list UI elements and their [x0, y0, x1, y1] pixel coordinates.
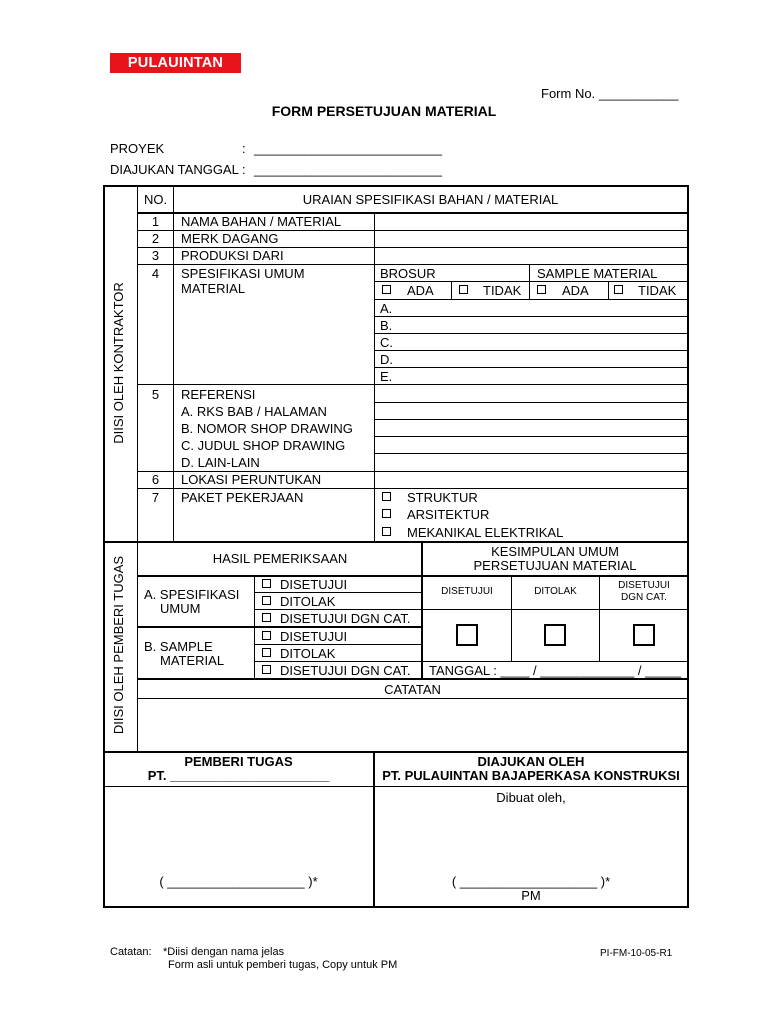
proyek-separator: :	[242, 141, 246, 156]
kesimpulan-dgncat-box[interactable]	[633, 624, 655, 646]
brosur-tidak-label: TIDAK	[483, 283, 522, 298]
row-7-label: PAKET PEKERJAAN	[181, 490, 304, 505]
row-1-no: 1	[151, 214, 160, 229]
sample-disetujui-checkbox[interactable]	[262, 631, 271, 640]
contractor-side-label: DIISI OLEH KONTRAKTOR	[111, 282, 126, 444]
row-4-no: 4	[151, 266, 160, 281]
sample-ada-label: ADA	[562, 283, 589, 298]
row-6-label: LOKASI PERUNTUKAN	[181, 472, 322, 487]
brosur-tidak-checkbox[interactable]	[459, 285, 468, 294]
pemberi-tugas-pt[interactable]: PT. ______________________	[147, 768, 330, 783]
hasil-pemeriksaan-header: HASIL PEMERIKSAAN	[212, 551, 348, 566]
kesimpulan-ditolak-box[interactable]	[544, 624, 566, 646]
sample-dgncat-label: DISETUJUI DGN CAT.	[280, 663, 411, 678]
kesimpulan-header-1: KESIMPULAN UMUM	[491, 544, 619, 559]
row-4-cut-text: MATERIAL	[181, 281, 246, 296]
referensi-item-c: C. JUDUL SHOP DRAWING	[181, 438, 346, 453]
brosur-ada-label: ADA	[407, 283, 434, 298]
sample-label-1: B. SAMPLE	[144, 639, 213, 654]
brosur-header: BROSUR	[380, 266, 436, 281]
kesimpulan-header-2: PERSETUJUAN MATERIAL	[473, 558, 637, 573]
pm-label: PM	[521, 888, 541, 903]
footer-note-1: *Diisi dengan nama jelas	[163, 946, 285, 958]
diajukan-tanggal-label: DIAJUKAN TANGGAL :	[110, 162, 246, 177]
spec-disetujui-checkbox[interactable]	[262, 579, 271, 588]
col-ditolak: DITOLAK	[534, 586, 577, 597]
brosur-ada-checkbox[interactable]	[382, 285, 391, 294]
referensi-item-a: A. RKS BAB / HALAMAN	[181, 404, 327, 419]
form-code: PI-FM-10-05-R1	[600, 948, 673, 959]
row-3-no: 3	[151, 248, 160, 263]
row-4-label: SPESIFIKASI UMUM	[181, 266, 305, 281]
col-dgncat-2: DGN CAT.	[621, 592, 667, 603]
paket-arsitektur-label: ARSITEKTUR	[407, 507, 490, 522]
footer-note-2: Form asli untuk pemberi tugas, Copy untuk PM	[168, 959, 398, 971]
form-title: FORM PERSETUJUAN MATERIAL	[271, 103, 497, 119]
col-no-header: NO.	[143, 192, 168, 207]
company-logo: PULAUINTAN	[110, 53, 241, 73]
contractor-company: PT. PULAUINTAN BAJAPERKASA KONSTRUKSI	[382, 768, 680, 783]
row-6-no: 6	[151, 472, 160, 487]
paket-mekanikal-label: MEKANIKAL ELEKTRIKAL	[407, 525, 564, 540]
reviewer-side-label: DIISI OLEH PEMBERI TUGAS	[111, 555, 126, 735]
spec-dgncat-label: DISETUJUI DGN CAT.	[280, 611, 411, 626]
pemberi-tugas-title: PEMBERI TUGAS	[184, 754, 293, 769]
referensi-item-b: B. NOMOR SHOP DRAWING	[181, 421, 353, 436]
referensi-item-d: D. LAIN-LAIN	[181, 455, 260, 470]
diajukan-oleh-title: DIAJUKAN OLEH	[477, 754, 585, 769]
paket-struktur-label: STRUKTUR	[407, 490, 478, 505]
sample-ditolak-label: DITOLAK	[280, 646, 336, 661]
row-2-no: 2	[151, 231, 160, 246]
spesifikasi-label-1: A. SPESIFIKASI	[144, 587, 240, 602]
catatan-header: CATATAN	[384, 682, 441, 697]
sample-label-2: MATERIAL	[160, 653, 225, 668]
row-1-label: NAMA BAHAN / MATERIAL	[181, 214, 342, 229]
spesifikasi-label-2: UMUM	[160, 601, 201, 616]
row-2-label: MERK DAGANG	[181, 231, 279, 246]
sample-tidak-checkbox[interactable]	[614, 285, 623, 294]
col-desc-header: URAIAN SPESIFIKASI BAHAN / MATERIAL	[302, 192, 559, 207]
diajukan-tanggal-field[interactable]: __________________________	[254, 162, 442, 177]
sample-tidak-label: TIDAK	[638, 283, 677, 298]
spec-item-b: B.	[380, 318, 393, 333]
paket-arsitektur-checkbox[interactable]	[382, 509, 391, 518]
tanggal-field[interactable]: TANGGAL : ____ / _____________ / _____	[429, 663, 682, 678]
signature-right-field[interactable]: ( ___________________ )*	[451, 874, 611, 889]
sample-disetujui-label: DISETUJUI	[280, 629, 348, 644]
spec-dgncat-checkbox[interactable]	[262, 613, 271, 622]
spec-disetujui-label: DISETUJUI	[280, 577, 348, 592]
spec-ditolak-checkbox[interactable]	[262, 596, 271, 605]
spec-item-c: C.	[380, 335, 393, 350]
signature-left-field[interactable]: ( ___________________ )*	[159, 874, 318, 889]
form-number: Form No. ___________	[541, 86, 679, 101]
sample-ditolak-checkbox[interactable]	[262, 648, 271, 657]
col-disetujui: DISETUJUI	[441, 586, 493, 597]
paket-mekanikal-checkbox[interactable]	[382, 527, 391, 536]
row-7-no: 7	[151, 490, 160, 505]
spec-item-d: D.	[380, 352, 393, 367]
row-5-label: REFERENSI	[181, 387, 256, 402]
col-dgncat-1: DISETUJUI	[618, 580, 670, 591]
spec-item-e: E.	[380, 369, 393, 384]
spec-item-a: A.	[380, 301, 393, 316]
row-5-no: 5	[151, 387, 160, 402]
sample-ada-checkbox[interactable]	[537, 285, 546, 294]
row-3-label: PRODUKSI DARI	[181, 248, 284, 263]
paket-struktur-checkbox[interactable]	[382, 492, 391, 501]
kesimpulan-disetujui-box[interactable]	[456, 624, 478, 646]
spec-ditolak-label: DITOLAK	[280, 594, 336, 609]
sample-material-header: SAMPLE MATERIAL	[537, 266, 658, 281]
proyek-label: PROYEK	[110, 141, 165, 156]
sample-dgncat-checkbox[interactable]	[262, 665, 271, 674]
dibuat-oleh-label: Dibuat oleh,	[496, 790, 566, 805]
footer-catatan-label: Catatan:	[110, 946, 152, 958]
proyek-field[interactable]: __________________________	[254, 141, 442, 156]
